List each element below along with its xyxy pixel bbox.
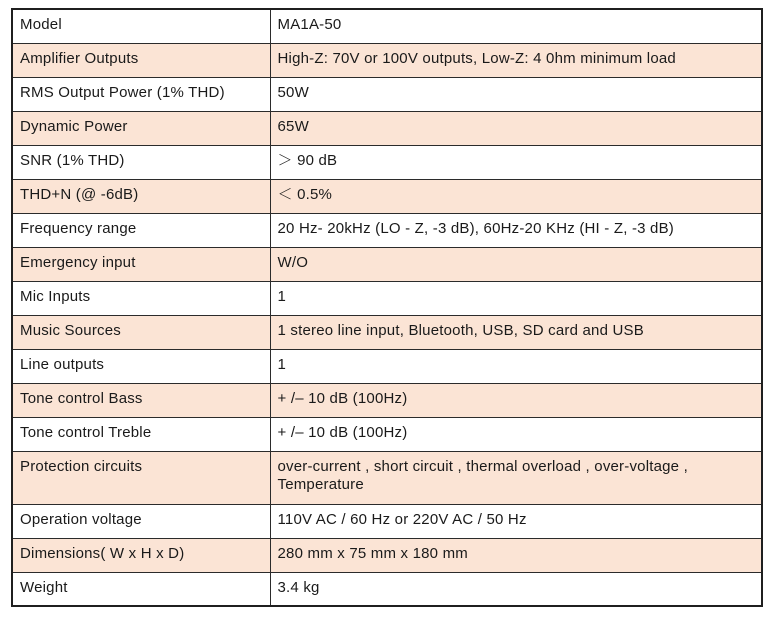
table-row — [12, 247, 762, 281]
spec-value: 3.4 kg — [270, 572, 762, 606]
table-row — [12, 213, 762, 247]
table-row — [12, 315, 762, 349]
spec-value: 1 stereo line input, Bluetooth, USB, SD card and USB — [270, 315, 762, 349]
spec-label: Operation voltage — [12, 504, 270, 538]
spec-value: High-Z: 70V or 100V outputs, Low-Z: 4 0hm minimum load — [270, 43, 762, 77]
spec-label: Tone control Treble — [12, 417, 270, 451]
spec-value: + /– 10 dB (100Hz) — [270, 417, 762, 451]
table-row — [12, 281, 762, 315]
spec-label: RMS Output Power (1% THD) — [12, 77, 270, 111]
spec-label: Amplifier Outputs — [12, 43, 270, 77]
spec-value: 280 mm x 75 mm x 180 mm — [270, 538, 762, 572]
spec-label: THD+N (@ -6dB) — [12, 179, 270, 213]
table-row — [12, 145, 762, 179]
table-row — [12, 572, 762, 606]
table-row — [12, 9, 762, 43]
table-row — [12, 179, 762, 213]
spec-value: + /– 10 dB (100Hz) — [270, 383, 762, 417]
table-row — [12, 77, 762, 111]
spec-value: ＞ 90 dB — [270, 145, 762, 179]
spec-label: Weight — [12, 572, 270, 606]
spec-label: SNR (1% THD) — [12, 145, 270, 179]
spec-label: Music Sources — [12, 315, 270, 349]
table-row — [12, 349, 762, 383]
spec-label: Tone control Bass — [12, 383, 270, 417]
spec-value: 110V AC / 60 Hz or 220V AC / 50 Hz — [270, 504, 762, 538]
spec-value: 1 — [270, 281, 762, 315]
table-row — [12, 504, 762, 538]
table-row — [12, 111, 762, 145]
spec-label: Line outputs — [12, 349, 270, 383]
spec-label: Frequency range — [12, 213, 270, 247]
spec-label: Model — [12, 9, 270, 43]
spec-value: W/O — [270, 247, 762, 281]
spec-value: 65W — [270, 111, 762, 145]
spec-label: Dynamic Power — [12, 111, 270, 145]
spec-value: MA1A-50 — [270, 9, 762, 43]
table-row — [12, 451, 762, 504]
table-row — [12, 538, 762, 572]
spec-value: over-current , short circuit , thermal overload , over-voltage , Temperature — [270, 451, 762, 504]
spec-value: ＜ 0.5% — [270, 179, 762, 213]
spec-label: Dimensions( W x H x D) — [12, 538, 270, 572]
spec-label: Emergency input — [12, 247, 270, 281]
table-row — [12, 383, 762, 417]
spec-label: Protection circuits — [12, 451, 270, 504]
specifications-table — [11, 8, 763, 607]
spec-value: 1 — [270, 349, 762, 383]
spec-value: 20 Hz- 20kHz (LO - Z, -3 dB), 60Hz-20 KHz (HI - Z, -3 dB) — [270, 213, 762, 247]
table-row — [12, 417, 762, 451]
spec-value: 50W — [270, 77, 762, 111]
table-row — [12, 43, 762, 77]
spec-label: Mic Inputs — [12, 281, 270, 315]
